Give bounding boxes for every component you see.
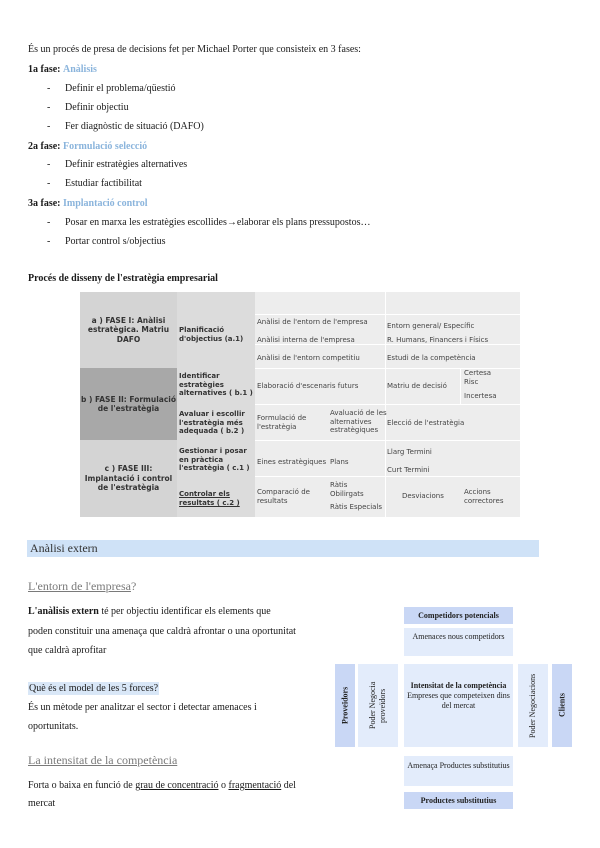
- amenaca-substitutius-box: Amenaça Productes substitutius: [404, 756, 513, 786]
- forces-text-2: oportunitats.: [28, 721, 79, 732]
- divider: [255, 404, 520, 405]
- bullet-dash: -: [47, 159, 51, 170]
- phase-3-cell: c ) FASE III: Implantació i control de l'estratègia: [80, 440, 177, 517]
- entorn-paragraph-1: [28, 605, 326, 618]
- cell-text: Llarg Termini: [387, 448, 432, 456]
- subphase-a1: Planificació d'objectius (a.1): [179, 326, 244, 343]
- entorn-text-2: poden constituir una amenaça que caldrà afrontar o una oportunitat: [28, 626, 296, 637]
- cell-text: Elaboració d'escenaris futurs: [257, 382, 359, 390]
- entorn-bold: L'anàlisis extern: [28, 606, 99, 617]
- entorn-text-3: que caldrà aprofitar: [28, 645, 107, 656]
- competidors-potencials-box: Competidors potencials: [404, 607, 513, 624]
- section-header-bar: [27, 540, 539, 557]
- cell-text: Estudi de la competència: [387, 354, 476, 362]
- cell-text: Desviacions: [402, 492, 444, 500]
- bullet-dash: -: [47, 236, 51, 247]
- intro-text: És un procés de presa de decisions fet per Michael Porter que consisteix en 3 fases:: [28, 44, 361, 55]
- competencia-text-2: mercat: [28, 798, 56, 809]
- forces-question: Què és el model de les 5 forces?: [29, 683, 159, 694]
- intensitat-title: Intensitat de la competència: [410, 681, 507, 690]
- phase-1-cell: a ) FASE I: Anàlisi estratègica. Matriu DAFO: [80, 292, 177, 368]
- strategy-table: [80, 292, 520, 517]
- cell-text: Comparació de resultats: [257, 488, 310, 505]
- competencia-text-1: [28, 779, 296, 792]
- amenaces-nous-box: Amenaces nous competidors: [404, 628, 513, 656]
- cell-text: Certesa: [464, 369, 492, 377]
- phase-3-name: Implantació control: [63, 198, 148, 209]
- entorn-title: L'entorn de l'empresa: [28, 579, 131, 593]
- list-item: Portar control s/objectius: [65, 236, 166, 247]
- phase-1-name: Anàlisis: [63, 64, 97, 75]
- phase-1-heading: [28, 63, 97, 76]
- cell-text: Eines estratègiques: [257, 458, 327, 466]
- poder-proveidors-box: [358, 664, 398, 747]
- phase-2-cell: b ) FASE II: Formulació de l'estratègia: [80, 368, 177, 440]
- clients-box: [552, 664, 572, 747]
- cell-text: R. Humans, Financers i Físics: [387, 336, 489, 344]
- comp-text-c: del: [281, 780, 296, 791]
- productes-substitutius-box: Productes substitutius: [404, 792, 513, 809]
- cell-text: Ràtis Obilirgats: [330, 481, 364, 498]
- cell-text: Matriu de decisió: [387, 382, 447, 390]
- divider: [255, 476, 520, 477]
- phase-3-heading: [28, 197, 148, 210]
- list-item: Definir el problema/qüestió: [65, 83, 176, 94]
- cell-text: Curt Termini: [387, 466, 430, 474]
- cell-text: Incertesa: [464, 392, 497, 400]
- cell-text: Entorn general/ Específic: [387, 322, 475, 330]
- entorn-text-1: té per objectiu identificar els elements que: [98, 606, 271, 617]
- subphase-c2: Controlar els resultats ( c.2 ): [179, 490, 240, 507]
- forces-text-1: És un mètode per analitzar el sector i detectar amenaces i: [28, 702, 257, 713]
- intensitat-text: Empreses que competeixen dins del mercat: [407, 691, 510, 710]
- list-item: Estudiar factibilitat: [65, 178, 142, 189]
- phase-3-label: 3a fase:: [28, 198, 61, 209]
- divider: [385, 292, 386, 517]
- comp-text-a: Forta o baixa en funció de: [28, 780, 136, 791]
- bullet-dash: -: [47, 121, 51, 132]
- cell-text: Avaluació de les alternatives estratègiques: [330, 409, 387, 434]
- section-title: Anàlisi extern: [30, 541, 98, 555]
- bullet-dash: -: [47, 102, 51, 113]
- bullet-dash: -: [47, 217, 51, 228]
- proveidors-box: [335, 664, 355, 747]
- divider: [255, 440, 520, 441]
- process-title: Procés de disseny de l'estratègia empresarial: [28, 273, 218, 284]
- cell-text: Ràtis Especials: [330, 503, 383, 511]
- clients-label: Clients: [557, 693, 567, 718]
- bullet-dash: -: [47, 178, 51, 189]
- proveidors-label: Proveïdors: [340, 686, 350, 725]
- competencia-title: La intensitat de la competència: [28, 753, 178, 767]
- poder-clients-label: Poder Negociacions: [528, 673, 537, 738]
- subphase-b2: Avaluar i escollir l'estratègia més adequada ( b.2 ): [179, 410, 245, 435]
- cell-text: Anàlisi de l'entorn de l'empresa: [257, 318, 368, 326]
- cell-text: Anàlisi interna de l'empresa: [257, 336, 355, 344]
- bullet-dash: -: [47, 83, 51, 94]
- phase-1-label: 1a fase:: [28, 64, 61, 75]
- entorn-question-mark: ?: [130, 579, 137, 593]
- subphase-b1: Identificar estratègies alternatives ( b.1 ): [179, 372, 253, 397]
- phase-2-heading: [28, 140, 147, 153]
- list-item: Posar en marxa les estratègies escollides→elaborar els plans pressupostos…: [65, 217, 371, 228]
- poder-proveidors-label: Poder Negocia proveïdors: [368, 681, 387, 730]
- intensitat-box: [404, 664, 513, 747]
- cell-text: Risc: [464, 378, 479, 386]
- list-item: Definir objectiu: [65, 102, 129, 113]
- cell-text: Plans: [330, 458, 349, 466]
- cell-text: Elecció de l'estratègia: [387, 419, 465, 427]
- entorn-heading: [28, 579, 136, 594]
- phase-2-label: 2a fase:: [28, 141, 61, 152]
- divider: [460, 368, 461, 404]
- comp-fragmentacio: fragmentació: [228, 780, 282, 791]
- cell-text: Formulació de l'estratègia: [257, 414, 307, 431]
- divider: [255, 314, 520, 315]
- list-item: Fer diagnòstic de situació (DAFO): [65, 121, 204, 132]
- cell-text: Accions correctores: [464, 488, 504, 505]
- cell-text: Anàlisi de l'entorn competitiu: [257, 354, 360, 362]
- list-item: Definir estratègies alternatives: [65, 159, 188, 170]
- poder-clients-box: [518, 664, 548, 747]
- subphase-c1: Gestionar i posar en pràctica l'estratègia ( c.1 ): [179, 447, 250, 472]
- phase-2-name: Formulació selecció: [63, 141, 148, 152]
- comp-text-b: o: [218, 780, 229, 791]
- comp-concentracio: grau de concentració: [135, 780, 219, 791]
